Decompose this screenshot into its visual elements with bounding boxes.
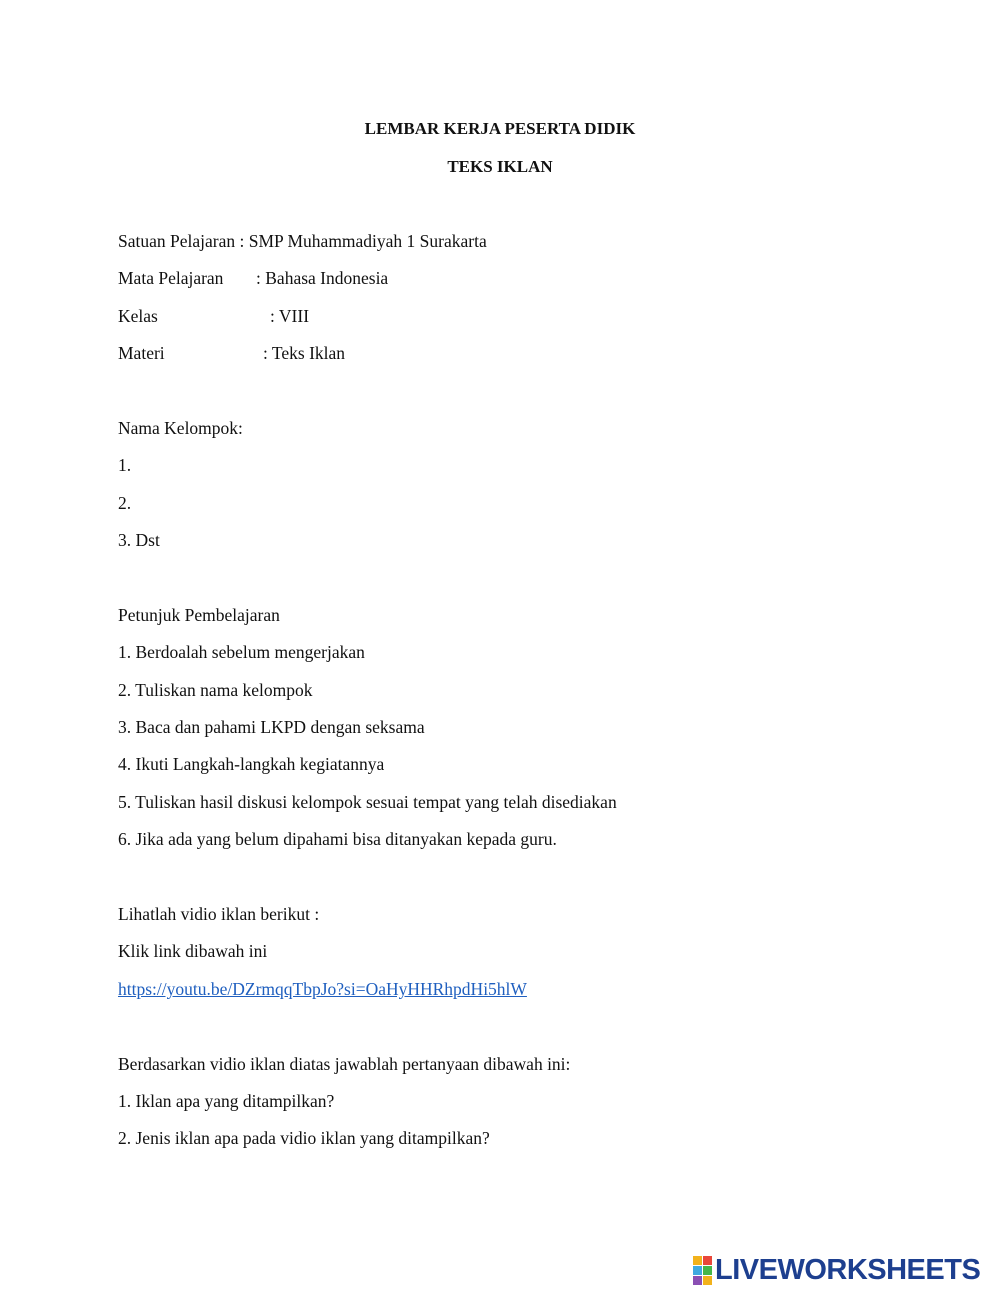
- instruction-item: 5. Tuliskan hasil diskusi kelompok sesuai tempat yang telah disediakan: [118, 792, 617, 812]
- info-label: Kelas: [118, 306, 158, 326]
- info-label: Materi: [118, 343, 165, 363]
- instructions-heading: Petunjuk Pembelajaran: [118, 605, 280, 625]
- video-link-row: [118, 979, 527, 1000]
- question-item: 2. Jenis iklan apa pada vidio iklan yang ditampilkan?: [118, 1128, 490, 1148]
- instruction-item: 3. Baca dan pahami LKPD dengan seksama: [118, 717, 425, 737]
- page-title: LEMBAR KERJA PESERTA DIDIK: [364, 119, 636, 138]
- info-row-satuan: Satuan Pelajaran : SMP Muhammadiyah 1 Surakarta: [118, 231, 487, 251]
- info-row-materi: Materi : Teks Iklan: [118, 343, 346, 363]
- group-label: Nama Kelompok:: [118, 418, 243, 438]
- info-value: SMP Muhammadiyah 1 Surakarta: [248, 231, 487, 251]
- video-prompt: Klik link dibawah ini: [118, 941, 268, 961]
- youtube-link[interactable]: https://youtu.be/DZrmqqTbpJo?si=OaHyHHRhpdHi5hlW: [118, 979, 527, 999]
- question-item: 1. Iklan apa yang ditampilkan?: [118, 1091, 335, 1111]
- info-value: Teks Iklan: [271, 343, 346, 363]
- instruction-item: 1. Berdoalah sebelum mengerjakan: [118, 642, 365, 662]
- logo-text: LIVEWORKSHEETS: [715, 1254, 981, 1286]
- info-label: Satuan Pelajaran: [118, 231, 236, 251]
- group-member: 1.: [118, 455, 132, 475]
- info-row-kelas: Kelas : VIII: [118, 306, 310, 326]
- info-value: VIII: [278, 306, 310, 326]
- video-intro: Lihatlah vidio iklan berikut :: [118, 904, 320, 924]
- info-row-mapel: Mata Pelajaran : Bahasa Indonesia: [118, 268, 389, 288]
- instruction-item: 4. Ikuti Langkah-langkah kegiatannya: [118, 754, 385, 774]
- info-label: Mata Pelajaran: [118, 268, 224, 288]
- instruction-item: 2. Tuliskan nama kelompok: [118, 680, 313, 700]
- group-member: 2.: [118, 493, 132, 513]
- page-subtitle: TEKS IKLAN: [447, 157, 553, 176]
- group-member: 3. Dst: [118, 530, 160, 550]
- logo-blocks-icon: [693, 1256, 712, 1285]
- questions-intro: Berdasarkan vidio iklan diatas jawablah pertanyaan dibawah ini:: [118, 1054, 571, 1074]
- instruction-item: 6. Jika ada yang belum dipahami bisa ditanyakan kepada guru.: [118, 829, 557, 849]
- info-value: Bahasa Indonesia: [265, 268, 389, 288]
- liveworksheets-logo[interactable]: [693, 1255, 980, 1285]
